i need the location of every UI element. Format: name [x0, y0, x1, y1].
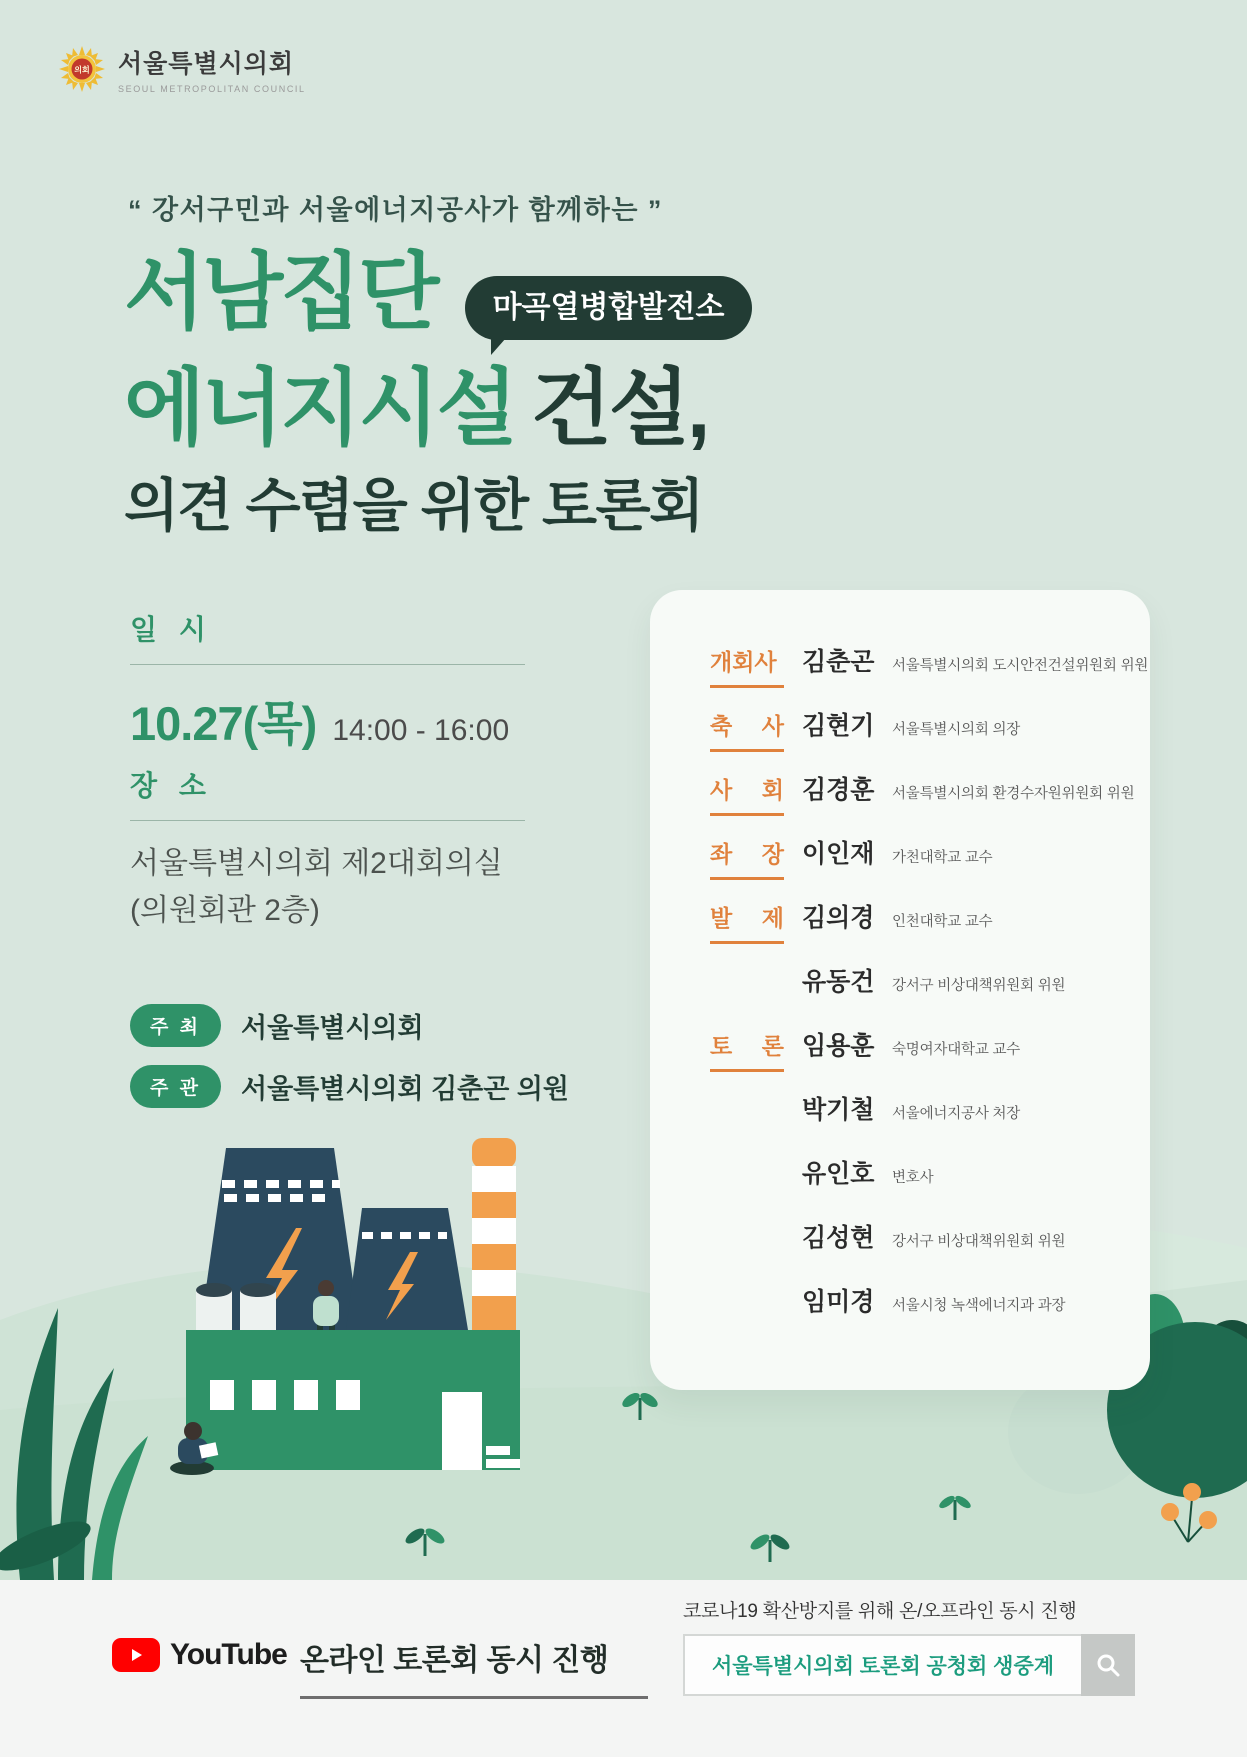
speaker-row — [710, 1090, 1134, 1154]
speaker-name: 김의경 — [802, 904, 875, 932]
title-line3: 의견 수렴을 위한 토론회 — [124, 474, 703, 538]
speaker-row — [710, 834, 1134, 898]
council-emblem-icon — [58, 45, 106, 93]
search-query-box — [683, 1634, 1081, 1696]
speaker-description: 변호사 — [892, 1170, 934, 1186]
youtube-logo — [112, 1638, 287, 1672]
speaker-row — [710, 962, 1134, 1026]
schedule-section — [130, 608, 525, 754]
venue-line2: (의원회관 2층) — [130, 893, 320, 927]
title-badge-bubble: 마곡열병합발전소 — [465, 276, 753, 340]
host-row — [130, 1004, 569, 1047]
speaker-description: 강서구 비상대책위원회 위원 — [892, 978, 1066, 994]
council-name-en: SEOUL METROPOLITAN COUNCIL — [118, 84, 306, 94]
speaker-row — [710, 770, 1134, 834]
speaker-name: 이인재 — [802, 840, 875, 868]
speaker-row — [710, 1154, 1134, 1218]
venue-label: 장 소 — [130, 770, 213, 801]
title-line2-accent: 에너지시설 — [124, 361, 515, 455]
speaker-description: 인천대학교 교수 — [892, 914, 993, 930]
youtube-wordmark: YouTube — [170, 1638, 287, 1671]
online-underline — [300, 1696, 648, 1699]
youtube-search-bar — [683, 1634, 1135, 1696]
speaker-row — [710, 1218, 1134, 1282]
speaker-role-label: 개회사 — [710, 644, 784, 688]
venue-divider — [130, 820, 525, 821]
speaker-role-label: 토 론 — [710, 1028, 784, 1072]
covid-notice: 코로나19 확산방지를 위해 온/오프라인 동시 진행 — [683, 1601, 1077, 1622]
speaker-name: 임용훈 — [802, 1032, 875, 1060]
speaker-name: 김경훈 — [802, 776, 875, 804]
organizer-badge: 주 관 — [130, 1065, 221, 1108]
subtitle-quote: “ 강서구민과 서울에너지공사가 함께하는 ” — [128, 195, 663, 225]
speaker-row — [710, 898, 1134, 962]
footer-bar — [0, 1580, 1247, 1757]
speaker-description: 가천대학교 교수 — [892, 850, 993, 866]
venue-section — [130, 764, 525, 934]
event-time: 14:00 - 16:00 — [332, 714, 510, 747]
speaker-name: 김춘곤 — [802, 648, 875, 676]
speaker-role-label — [710, 1238, 784, 1246]
schedule-label: 일 시 — [130, 614, 213, 645]
online-forum-note: 온라인 토론회 동시 진행 — [300, 1635, 648, 1699]
speaker-role-label: 좌 장 — [710, 836, 784, 880]
speaker-description: 서울특별시의회 환경수자원위원회 위원 — [892, 786, 1135, 802]
building-door — [442, 1392, 482, 1470]
organizer-name: 서울특별시의회 김춘곤 의원 — [241, 1074, 569, 1104]
council-logo — [58, 44, 306, 94]
speaker-name: 김성현 — [802, 1224, 875, 1252]
speaker-description: 서울특별시의회 도시안전건설위원회 위원 — [892, 658, 1149, 674]
title-line1: 서남집단 — [124, 245, 437, 339]
speaker-description: 서울특별시의회 의장 — [892, 722, 1021, 738]
poster-title — [124, 245, 752, 538]
speaker-name: 김현기 — [802, 712, 875, 740]
speaker-name: 유동건 — [802, 968, 875, 996]
venue-line1: 서울특별시의회 제2대회의실 — [130, 847, 503, 880]
speaker-role-label: 축 사 — [710, 708, 784, 752]
speaker-description: 숙명여자대학교 교수 — [892, 1042, 1021, 1058]
speaker-name: 박기철 — [802, 1096, 875, 1124]
title-line2-rest: 건설, — [530, 361, 708, 455]
speaker-row — [710, 642, 1149, 706]
speaker-row — [710, 1282, 1134, 1346]
host-name: 서울특별시의회 — [241, 1013, 424, 1043]
speaker-name: 임미경 — [802, 1288, 875, 1316]
speaker-description: 서울에너지공사 처장 — [892, 1106, 1021, 1122]
event-date: 10.27(목) — [130, 697, 317, 750]
speaker-role-label — [710, 982, 784, 990]
speakers-card — [650, 590, 1150, 1390]
host-badge: 주 최 — [130, 1004, 221, 1047]
speaker-role-label — [710, 1110, 784, 1118]
council-name: 서울특별시의회 — [118, 50, 295, 78]
svg-text:의회: 의회 — [74, 65, 90, 75]
speakers-list — [710, 642, 1149, 1346]
speaker-role-label — [710, 1302, 784, 1310]
striped-chimney — [472, 1138, 516, 1332]
search-query-text: 서울특별시의회 토론회 공청회 생중계 — [711, 1655, 1055, 1678]
speaker-role-label — [710, 1174, 784, 1182]
schedule-divider — [130, 664, 525, 665]
speaker-description: 서울시청 녹색에너지과 과장 — [892, 1298, 1066, 1314]
search-magnifier-icon — [1081, 1634, 1135, 1696]
speaker-role-label: 발 제 — [710, 900, 784, 944]
speaker-row — [710, 1026, 1134, 1090]
speaker-name: 유인호 — [802, 1160, 875, 1188]
speaker-description: 강서구 비상대책위원회 위원 — [892, 1234, 1066, 1250]
youtube-play-icon — [112, 1638, 160, 1672]
speaker-role-label: 사 회 — [710, 772, 784, 816]
speaker-row — [710, 706, 1134, 770]
